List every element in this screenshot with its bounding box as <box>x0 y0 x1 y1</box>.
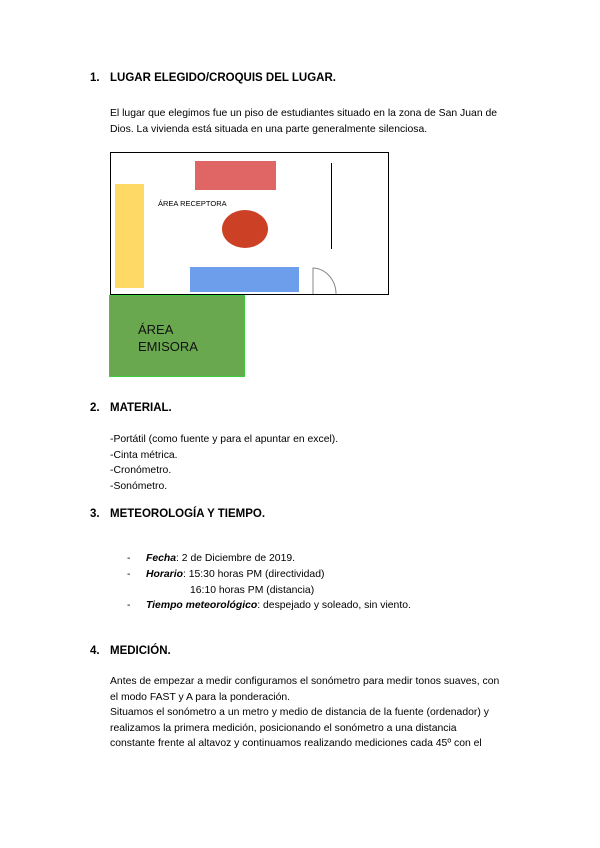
horario-item <box>146 567 324 583</box>
receiver-circle <box>222 210 268 248</box>
receptora-label: ÁREA RECEPTORA <box>158 199 227 208</box>
section-number: 2. <box>90 402 100 414</box>
section-4-paragraph <box>110 674 499 752</box>
tiempo-label: Tiempo meteorológico <box>146 600 258 611</box>
section-title: LUGAR ELEGIDO/CROQUIS DEL LUGAR. <box>110 72 336 84</box>
fecha-item <box>146 551 295 567</box>
paragraph-line: Dios. La vivienda está situada en una parte generalmente silenciosa. <box>110 123 428 135</box>
fecha-value: : 2 de Diciembre de 2019. <box>176 553 296 564</box>
horario-value-2: 16:10 horas PM (distancia) <box>190 585 315 596</box>
floor-sketch <box>110 152 389 295</box>
paragraph-line: constante frente al altavoz y continuamos realizando mediciones cada 45º con el <box>110 738 482 749</box>
horario-label: Horario <box>146 569 183 580</box>
paragraph-line: El lugar que elegimos fue un piso de estudiantes situado en la zona de San Juan de <box>110 108 498 119</box>
wall-line <box>331 163 332 249</box>
list-item: -Cinta métrica. <box>110 449 178 461</box>
bullet-dash: - <box>127 569 131 580</box>
paragraph-line: Situamos el sonómetro a un metro y medio de distancia de la fuente (ordenador) y <box>110 707 489 718</box>
door-arc-icon <box>311 266 337 295</box>
section-number: 1. <box>90 72 100 84</box>
section-number: 3. <box>90 508 100 520</box>
tiempo-item <box>146 598 411 614</box>
section-1-paragraph <box>110 106 497 137</box>
section-title: MATERIAL. <box>110 402 172 414</box>
paragraph-line: realizamos la primera medición, posicionando el sonómetro a una distancia <box>110 722 457 734</box>
tiempo-value: : despejado y soleado, sin viento. <box>257 600 411 611</box>
list-item: -Cronómetro. <box>110 465 172 476</box>
blue-furniture-rect <box>190 267 299 292</box>
emisora-area <box>109 295 245 377</box>
red-furniture-rect <box>195 161 276 190</box>
bullet-dash: - <box>127 600 131 611</box>
section-title: MEDICIÓN. <box>110 645 171 657</box>
paragraph-line: el modo FAST y A para la ponderación. <box>110 691 291 703</box>
horario-value: : 15:30 horas PM (directividad) <box>182 569 325 580</box>
emisora-label: ÁREA EMISORA <box>138 322 198 354</box>
bullet-dash: - <box>127 553 131 564</box>
section-title: METEOROLOGÍA Y TIEMPO. <box>110 508 266 520</box>
fecha-label: Fecha <box>146 553 177 564</box>
yellow-furniture-rect <box>115 184 144 288</box>
paragraph-line: Antes de empezar a medir configuramos el sonómetro para medir tonos suaves, con <box>110 676 500 687</box>
material-list <box>110 432 338 494</box>
list-item: -Portátil (como fuente y para el apuntar en excel). <box>110 434 339 445</box>
list-item: -Sonómetro. <box>110 480 168 492</box>
section-number: 4. <box>90 645 100 657</box>
